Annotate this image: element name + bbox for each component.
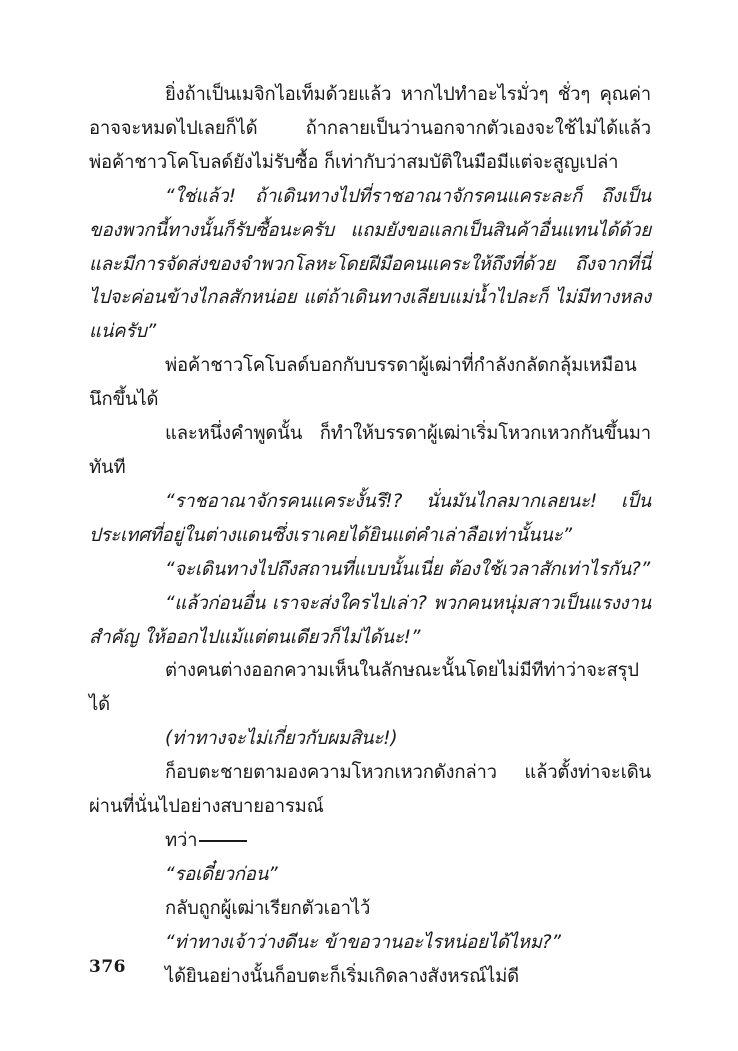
page-body-text [89, 78, 651, 993]
paragraph: พ่อค้าชาวโคโบลด์บอกกับบรรดาผู้เฒ่าที่กำลังกลัดกลุ้มเหมือนนึกขึ้นได้ [89, 355, 637, 411]
dialogue-paragraph: “แล้วก่อนอื่น เราจะส่งใครไปเล่า? พวกคนหนุ่มสาวเป็นแรงงานสำคัญ ให้ออกไปแม้แต่ตนเดียวก็ไม่ได้นะ!” [89, 592, 651, 648]
dialogue-paragraph: “ใช่แล้ว! ถ้าเดินทางไปที่ราชอาณาจักรคนแคระละก็ ถึงเป็นของพวกนี้ทางนั้นก็รับซื้อนะครับ แถมยังขอแลกเป็นสินค้าอื่นแทนได้ด้วย และมีการจัดส่งของจำพวกโลหะโดยฝีมือคนแคระให้ถึงที่ด้วย ถึงจากที่นี่ไปจะค่อนข้างไกลสักหน่อย แต่ถ้าเดินทางเลียบแม่น้ำไปละก็ ไม่มีทางหลงแน่ครับ” [89, 185, 651, 343]
paragraph: กลับถูกผู้เฒ่าเรียกตัวเอาไว้ [165, 897, 371, 919]
dialogue-paragraph: “จะเดินทางไปถึงสถานที่แบบนั้นเนี่ย ต้องใช้เวลาสักเท่าไรกัน?” [165, 558, 651, 580]
thought-paragraph: (ท่าทางจะไม่เกี่ยวกับผมสินะ!) [165, 728, 398, 750]
paragraph: ต่างคนต่างออกความเห็นในลักษณะนั้นโดยไม่มีทีท่าว่าจะสรุปได้ [89, 660, 639, 716]
paragraph: ยิ่งถ้าเป็นเมจิกไอเท็มด้วยแล้ว หากไปทำอะไรมั่วๆ ชั่วๆ คุณค่าอาจจะหมดไปเลยก็ได้ ถ้ากลายเป็นว่านอกจากตัวเองจะใช้ไม่ได้แล้ว พ่อค้าชาวโคโบลด์ยังไม่รับซื้อ ก็เท่ากับว่าสมบัติในมือมีแต่จะสูญเปล่า [89, 84, 651, 173]
paragraph-text: ทว่า [165, 829, 198, 851]
page-number: 376 [89, 957, 126, 977]
paragraph: และหนึ่งคำพูดนั้น ก็ทำให้บรรดาผู้เฒ่าเริ่มโหวกเหวกกันขึ้นมาทันที [89, 423, 651, 478]
paragraph: ได้ยินอย่างนั้นก็อบตะก็เริ่มเกิดลางสังหรณ์ไม่ดี [165, 965, 519, 987]
em-dash-rule [199, 840, 247, 842]
dialogue-paragraph: “รอเดี๋ยวก่อน” [165, 863, 278, 885]
paragraph-with-dash [89, 824, 651, 858]
dialogue-paragraph: “ท่าทางเจ้าว่างดีนะ ข้าขอวานอะไรหน่อยได้ไหม?” [165, 931, 561, 953]
dialogue-paragraph: “ราชอาณาจักรคนแคระงั้นรึ!? นั่นมันไกลมากเลยนะ! เป็นประเทศที่อยู่ในต่างแดนซึ่งเราเคยได้ยินแต่คำเล่าลือเท่านั้นนะ” [89, 490, 651, 546]
paragraph: ก็อบตะชายตามองความโหวกเหวกดังกล่าว แล้วตั้งท่าจะเดินผ่านที่นั่นไปอย่างสบายอารมณ์ [89, 762, 651, 818]
